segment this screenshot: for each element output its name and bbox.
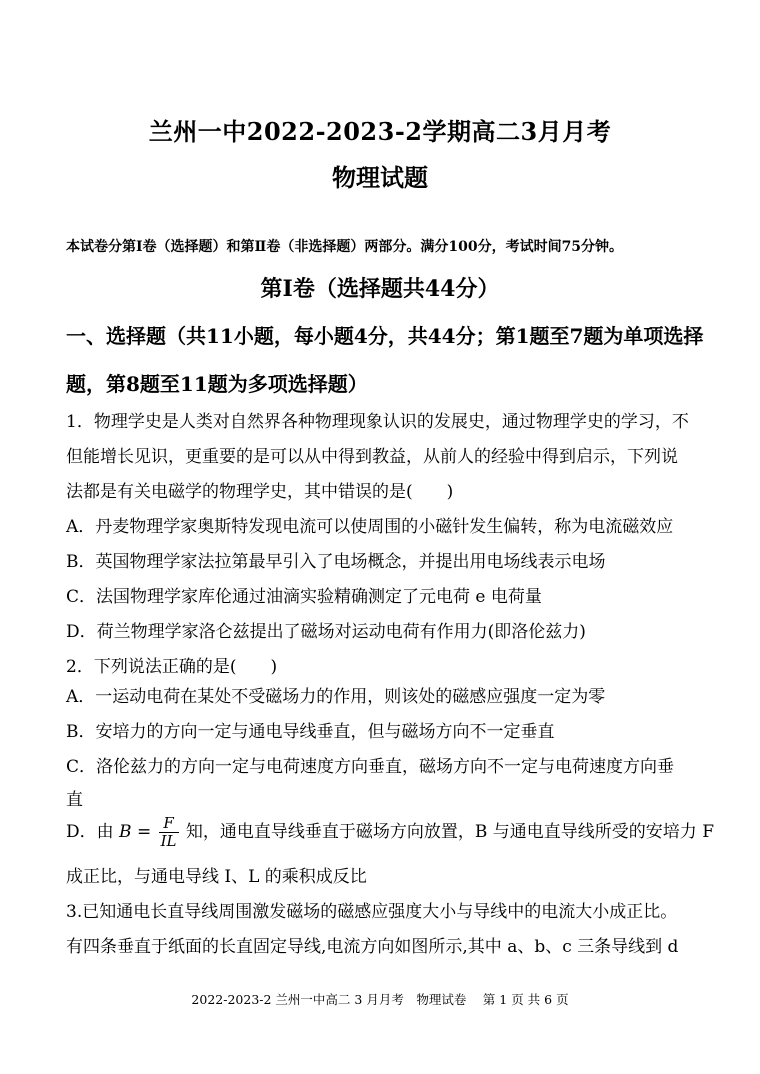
q1-stem-line2: 但能增长见识，更重要的是可以从中得到教益，从前人的经验中得到启示，下列说	[66, 447, 678, 467]
q1-option-c: C．法国物理学家库伦通过油滴实验精确测定了元电荷 e 电荷量	[66, 587, 542, 607]
formula-denominator: IL	[160, 832, 177, 850]
q2-option-d-line2: 成正比，与通电导线 I、L 的乘积成反比	[66, 867, 367, 887]
q3-stem-line1: 3.已知通电长直导线周围激发磁场的磁感应强度大小与导线中的电流大小成正比。	[66, 902, 678, 922]
q2-option-c-line2: 直	[66, 790, 83, 810]
q2-option-d-suffix: 知，通电直导线垂直于磁场方向放置，B 与通电直导线所受的安培力 F	[185, 822, 715, 842]
q1-option-d: D．荷兰物理学家洛仑兹提出了磁场对运动电荷有作用力(即洛伦兹力)	[66, 622, 586, 642]
q2-option-b: B．安培力的方向一定与通电导线垂直，但与磁场方向不一定垂直	[66, 722, 555, 742]
section1-heading-line2: 题，第8题至11题为多项选择题）	[66, 372, 368, 396]
part1-title: 第Ⅰ卷（选择题共44分）	[260, 276, 500, 302]
exam-subtitle: 物理试题	[332, 163, 428, 192]
formula-lhs: B	[119, 822, 132, 842]
section1-heading-line1: 一、选择题（共11小题，每小题4分，共44分；第1题至7题为单项选择	[66, 324, 704, 348]
formula-equals: =	[136, 822, 152, 842]
q1-stem-line3: 法都是有关电磁学的物理学史，其中错误的是( )	[66, 482, 454, 502]
q2-option-d-line1	[66, 815, 714, 850]
q2-option-c-line1: C．洛伦兹力的方向一定与电荷速度方向垂直，磁场方向不一定与电荷速度方向垂	[66, 757, 675, 777]
q2-stem: 2．下列说法正确的是( )	[66, 657, 278, 677]
q3-stem-line2: 有四条垂直于纸面的长直固定导线,电流方向如图所示,其中 a、b、c 三条导线到 d	[66, 937, 679, 957]
formula-fraction	[159, 815, 179, 850]
q1-option-a: A．丹麦物理学家奥斯特发现电流可以使周围的小磁针发生偏转，称为电流磁效应	[66, 517, 674, 537]
q1-option-b: B．英国物理学家法拉第最早引入了电场概念，并提出用电场线表示电场	[66, 552, 606, 572]
exam-instructions: 本试卷分第Ⅰ卷（选择题）和第Ⅱ卷（非选择题）两部分。满分100分，考试时间75分钟。	[66, 239, 624, 255]
page-footer: 2022-2023-2 兰州一中高二 3 月月考 物理试卷 第 1 页 共 6 页	[191, 992, 569, 1007]
q2-option-a: A．一运动电荷在某处不受磁场力的作用，则该处的磁感应强度一定为零	[66, 687, 606, 707]
exam-title: 兰州一中2022-2023-2学期高二3月月考	[148, 117, 612, 146]
q1-stem-line1: 1．物理学史是人类对自然界各种物理现象认识的发展史，通过物理学史的学习，不	[66, 412, 689, 432]
formula-numerator: F	[159, 815, 179, 833]
q2-option-d-prefix: D．由	[66, 822, 114, 842]
